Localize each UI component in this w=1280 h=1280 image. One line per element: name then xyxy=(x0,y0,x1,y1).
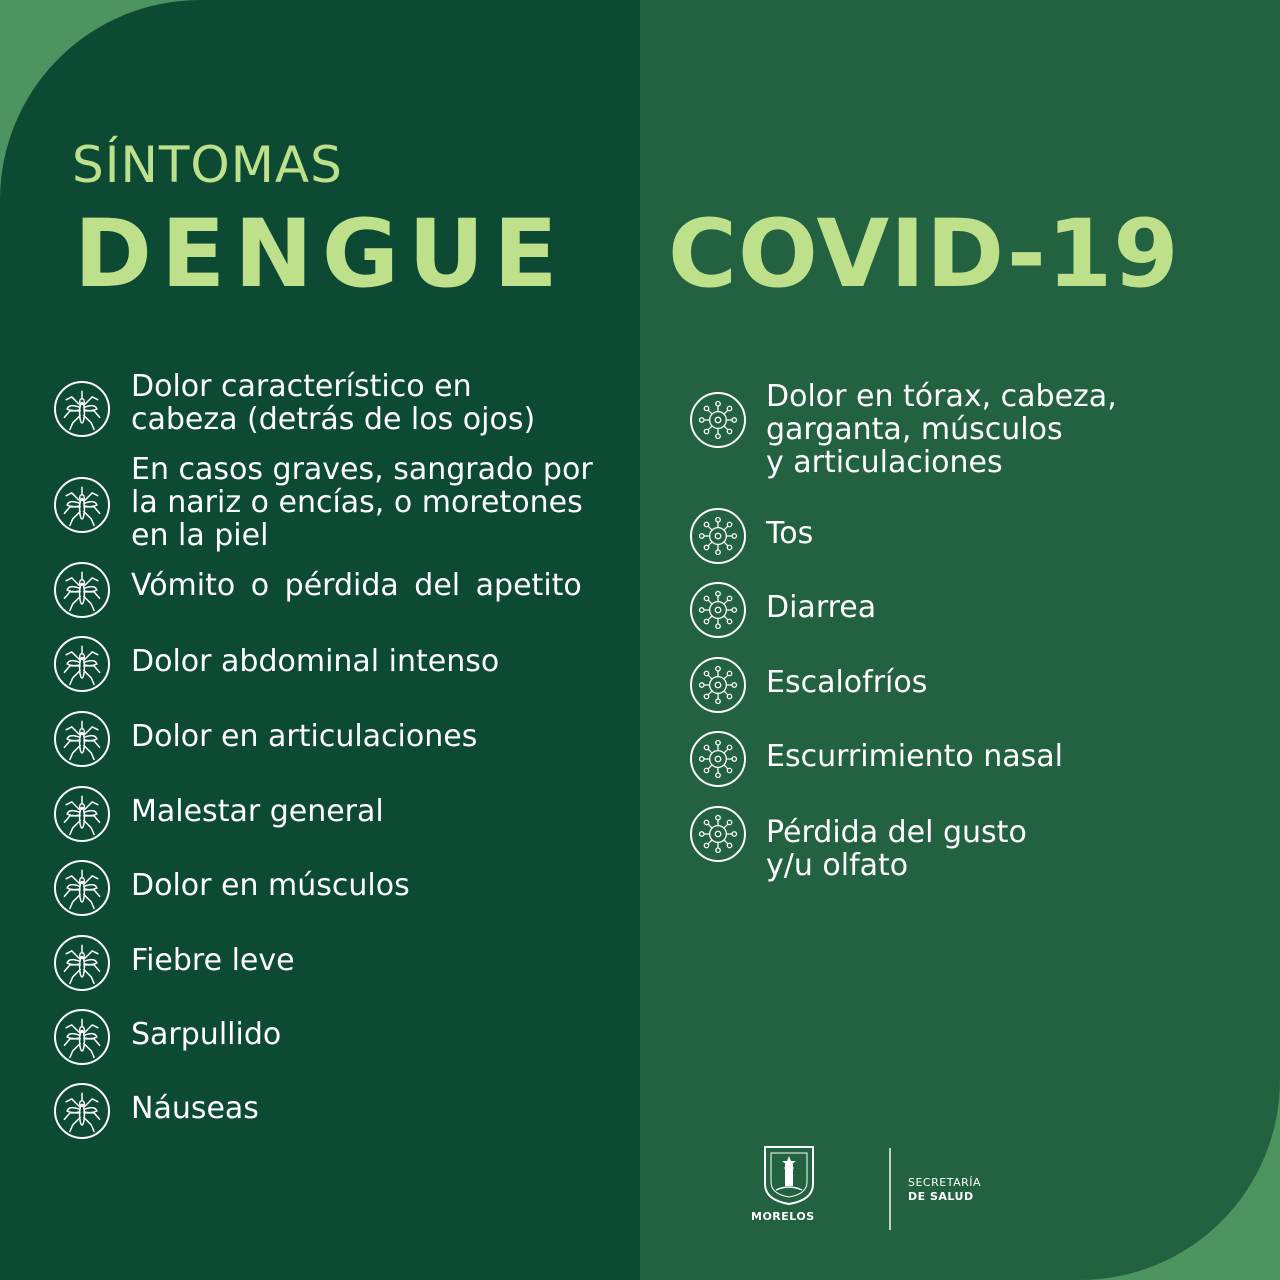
morelos-label: MORELOS xyxy=(751,1210,815,1223)
symptom-text: Dolor característico en cabeza (detrás de los ojos) xyxy=(131,369,536,437)
secretaria-line1: SECRETARÍA xyxy=(908,1176,982,1189)
mosquito-icon xyxy=(54,636,110,692)
symptom-text: Escalofríos xyxy=(766,665,928,700)
symptom-text: Tos xyxy=(766,516,814,551)
symptom-text: Vómito o pérdida del apetito xyxy=(131,568,582,603)
covid-panel xyxy=(640,0,1280,1280)
morelos-shield-logo xyxy=(762,1144,816,1206)
mosquito-icon xyxy=(54,477,110,533)
symptom-text: Escurrimiento nasal xyxy=(766,739,1063,774)
symptom-text: Dolor en articulaciones xyxy=(131,719,478,754)
virus-icon xyxy=(690,508,746,564)
dengue-title: DENGUE xyxy=(74,200,567,309)
mosquito-icon xyxy=(54,711,110,767)
virus-icon xyxy=(690,806,746,862)
symptom-text: Malestar general xyxy=(131,794,384,829)
symptom-text: Sarpullido xyxy=(131,1017,282,1052)
symptom-text: Fiebre leve xyxy=(131,943,295,978)
mosquito-icon xyxy=(54,935,110,991)
virus-icon xyxy=(690,392,746,448)
virus-icon xyxy=(690,582,746,638)
mosquito-icon xyxy=(54,1009,110,1065)
mosquito-icon xyxy=(54,1083,110,1139)
symptom-text: Diarrea xyxy=(766,590,877,625)
virus-icon xyxy=(690,731,746,787)
kicker-heading: SÍNTOMAS xyxy=(72,136,343,194)
symptom-text: Dolor en músculos xyxy=(131,868,410,903)
mosquito-icon xyxy=(54,786,110,842)
mosquito-icon xyxy=(54,562,110,618)
symptom-text: Náuseas xyxy=(131,1091,259,1126)
virus-icon xyxy=(690,657,746,713)
covid-title: COVID-19 xyxy=(668,200,1180,309)
symptom-text: En casos graves, sangrado por la nariz o encías, o moretones en la piel xyxy=(131,452,593,553)
secretaria-line2: DE SALUD xyxy=(908,1190,974,1203)
mosquito-icon xyxy=(54,860,110,916)
mosquito-icon xyxy=(54,381,110,437)
footer-divider xyxy=(889,1148,891,1230)
symptom-text: Dolor en tórax, cabeza, garganta, músculos y articulaciones xyxy=(766,379,1117,480)
symptom-text: Dolor abdominal intenso xyxy=(131,644,500,679)
symptom-text: Pérdida del gusto y/u olfato xyxy=(766,815,1027,883)
